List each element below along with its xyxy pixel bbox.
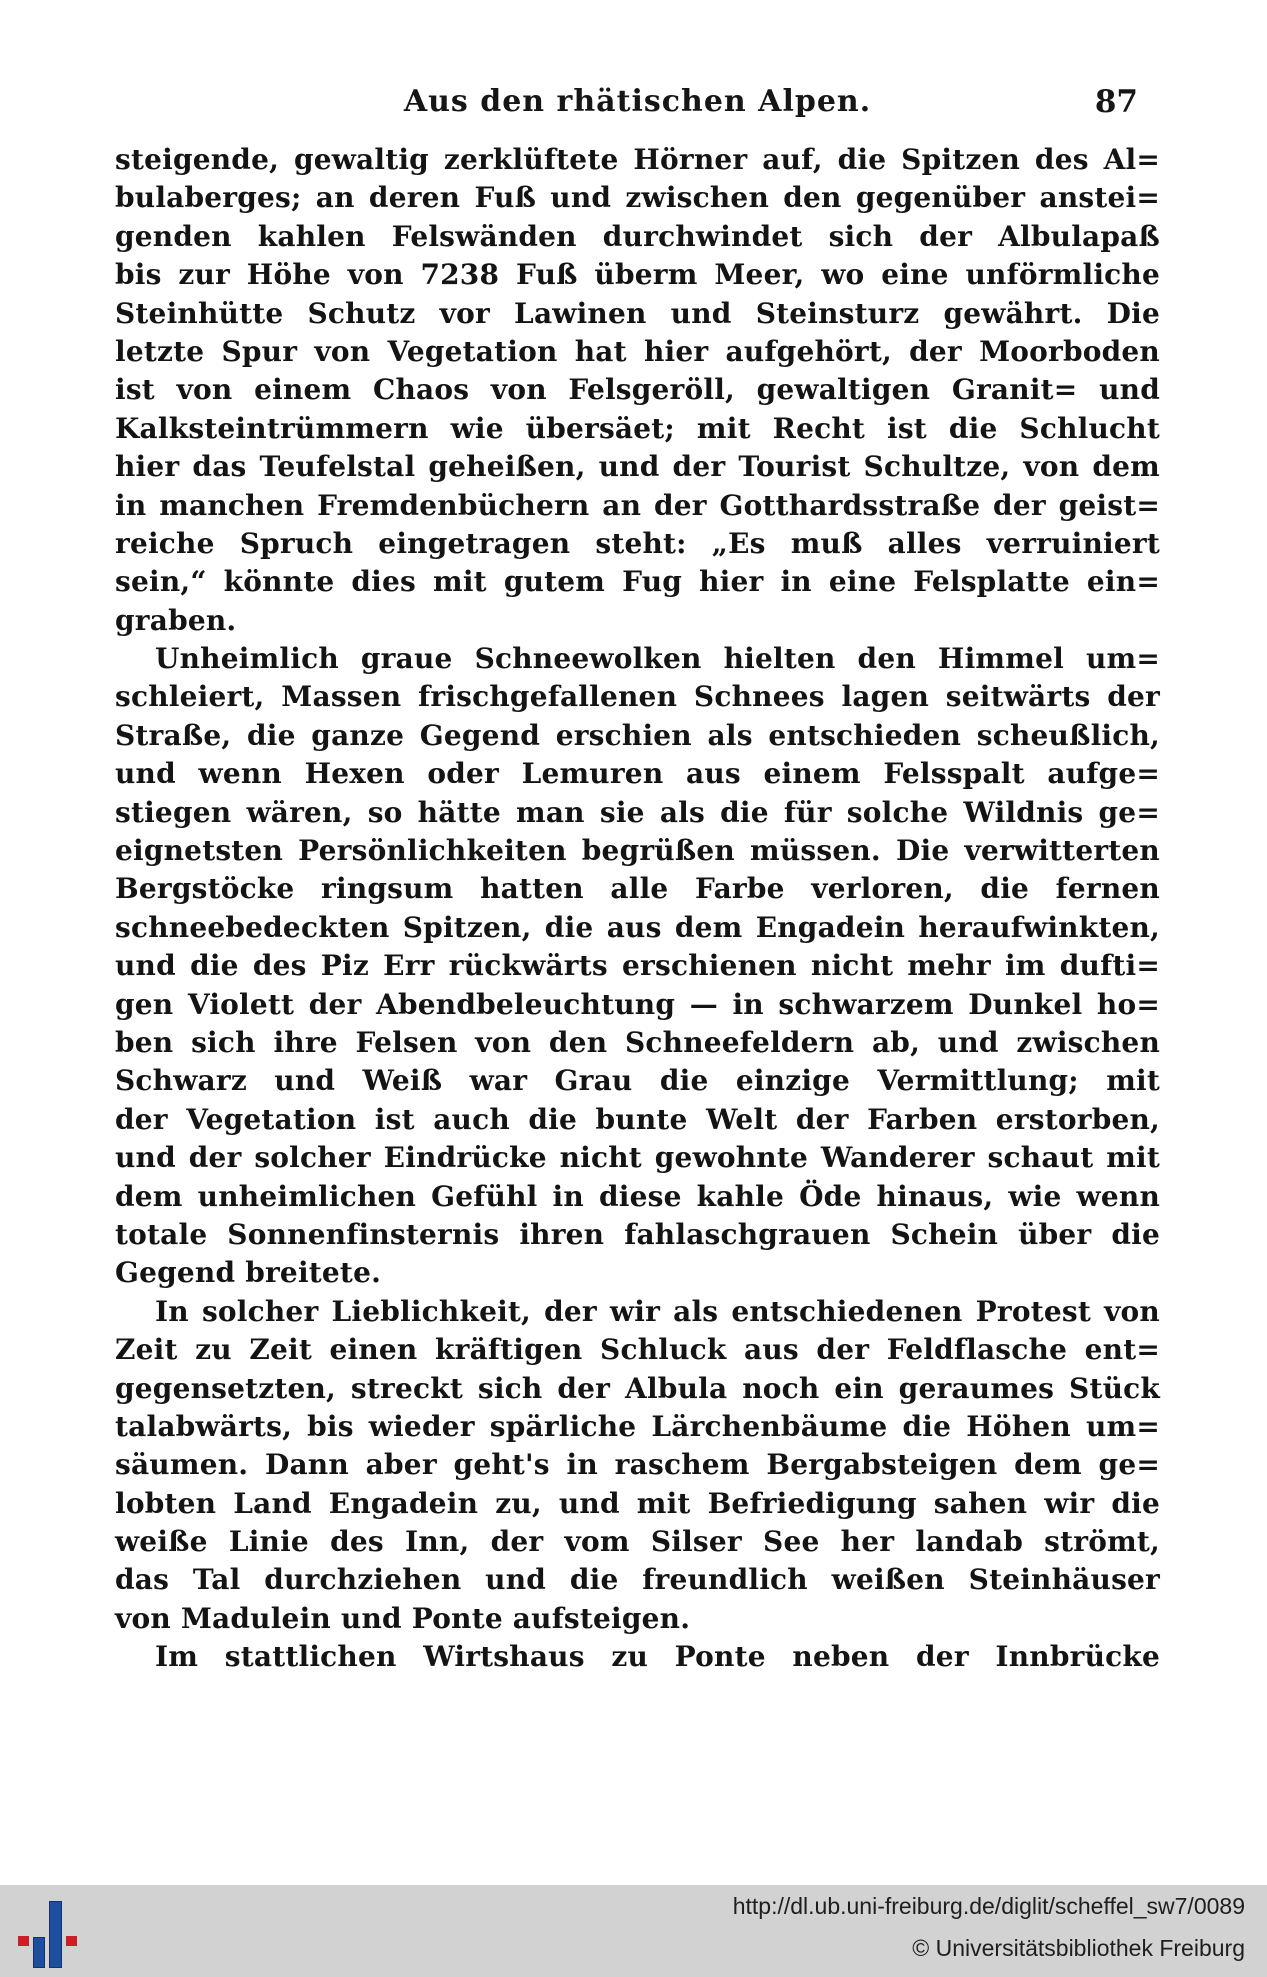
text-line: ben sich ihre Felsen von den Schneefeldern ab, und zwischen xyxy=(115,1025,1160,1059)
text-line: gen Violett der Abendbeleuchtung — in schwarzem Dunkel ho= xyxy=(115,987,1160,1021)
logo-blue-bar-short xyxy=(33,1937,45,1968)
text-line: dem unheimlichen Gefühl in diese kahle Öde hinaus, wie wenn xyxy=(115,1179,1160,1213)
page-number: 87 xyxy=(1094,84,1138,120)
text-line: hier das Teufelstal geheißen, und der Tourist Schultze, von dem xyxy=(115,450,1160,484)
paragraph xyxy=(115,640,1160,1293)
text-line: letzte Spur von Vegetation hat hier aufgehört, der Moorboden xyxy=(115,334,1160,368)
text-line: Unheimlich graue Schneewolken hielten den Himmel um= xyxy=(155,642,1160,676)
text-line: ist von einem Chaos von Felsgeröll, gewaltigen Granit= und xyxy=(115,373,1160,407)
text-line: eignetsten Persönlichkeiten begrüßen müssen. Die verwitterten xyxy=(115,834,1160,868)
text-line: gegensetzten, streckt sich der Albula noch ein geraumes Stück xyxy=(115,1371,1160,1405)
text-line: Kalksteintrümmern wie übersäet; mit Recht ist die Schlucht xyxy=(115,411,1160,445)
text-line: sein,“ könnte dies mit gutem Fug hier in eine Felsplatte ein= xyxy=(115,565,1160,599)
text-line: bis zur Höhe von 7238 Fuß überm Meer, wo eine unförmliche xyxy=(115,258,1160,292)
text-line: und der solcher Eindrücke nicht gewohnte Wanderer schaut mit xyxy=(115,1141,1160,1175)
text-line: steigende, gewaltig zerklüftete Hörner auf, die Spitzen des Al= xyxy=(115,143,1160,176)
text-line: säumen. Dann aber geht's in raschem Bergabsteigen dem ge= xyxy=(115,1448,1160,1482)
text-line: Gegend breitete. xyxy=(115,1256,382,1290)
page-body xyxy=(115,141,1160,1677)
text-line: genden kahlen Felswänden durchwindet sich der Albulapaß xyxy=(115,219,1160,253)
text-line: von Madulein und Ponte aufsteigen. xyxy=(115,1601,691,1635)
text-line: totale Sonnenfinsternis ihren fahlaschgrauen Schein über die xyxy=(115,1217,1160,1251)
text-line: Steinhütte Schutz vor Lawinen und Steinsturz gewährt. Die xyxy=(115,296,1160,330)
text-line: in manchen Fremdenbüchern an der Gotthardsstraße der geist= xyxy=(115,488,1160,522)
footer-band xyxy=(0,1885,1267,1977)
page-header xyxy=(115,84,1160,130)
text-line: Bergstöcke ringsum hatten alle Farbe verloren, die fernen xyxy=(115,872,1160,906)
text-line: weiße Linie des Inn, der vom Silser See her landab strömt, xyxy=(115,1525,1160,1559)
text-line: schneebedeckten Spitzen, die aus dem Engadein heraufwinkten, xyxy=(115,910,1160,944)
text-line: talabwärts, bis wieder spärliche Lärchenbäume die Höhen um= xyxy=(115,1409,1160,1443)
paragraph xyxy=(115,141,1160,640)
text-line: lobten Land Engadein zu, und mit Befriedigung sahen wir die xyxy=(115,1486,1160,1520)
footer-copyright: © Universitätsbibliothek Freiburg xyxy=(912,1935,1245,1961)
text-line: das Tal durchziehen und die freundlich weißen Steinhäuser xyxy=(115,1563,1160,1597)
text-line: Zeit zu Zeit einen kräftigen Schluck aus der Feldflasche ent= xyxy=(115,1333,1160,1367)
ub-freiburg-logo xyxy=(0,1885,90,1977)
text-line: und wenn Hexen oder Lemuren aus einem Felsspalt aufge= xyxy=(115,757,1160,791)
text-line: und die des Piz Err rückwärts erschienen nicht mehr im dufti= xyxy=(115,949,1160,983)
paragraph xyxy=(115,1293,1160,1639)
text-line: graben. xyxy=(115,603,237,637)
text-line: Im stattlichen Wirtshaus zu Ponte neben der Innbrücke xyxy=(155,1640,1160,1674)
footer-text xyxy=(733,1892,1245,1963)
footer-url: http://dl.ub.uni-freiburg.de/diglit/scheffel_sw7/0089 xyxy=(732,1893,1245,1919)
logo-red-square-right xyxy=(66,1936,77,1946)
text-line: Straße, die ganze Gegend erschien als entschieden scheußlich, xyxy=(115,718,1160,752)
logo-red-square-left xyxy=(18,1936,29,1946)
paragraph xyxy=(115,1638,1160,1676)
text-line: bulaberges; an deren Fuß und zwischen den gegenüber anstei= xyxy=(115,181,1160,215)
logo-blue-bar-tall xyxy=(49,1901,62,1968)
text-line: schleiert, Massen frischgefallenen Schnees lagen seitwärts der xyxy=(115,680,1160,714)
running-title: Aus den rhätischen Alpen. xyxy=(403,84,872,119)
text-line: reiche Spruch eingetragen steht: „Es muß alles verruiniert xyxy=(115,526,1160,560)
text-line: der Vegetation ist auch die bunte Welt der Farben erstorben, xyxy=(115,1102,1160,1136)
text-line: stiegen wären, so hätte man sie als die für solche Wildnis ge= xyxy=(115,795,1160,829)
text-line: In solcher Lieblichkeit, der wir als entschiedenen Protest von xyxy=(155,1294,1160,1328)
text-line: Schwarz und Weiß war Grau die einzige Vermittlung; mit xyxy=(115,1064,1160,1098)
